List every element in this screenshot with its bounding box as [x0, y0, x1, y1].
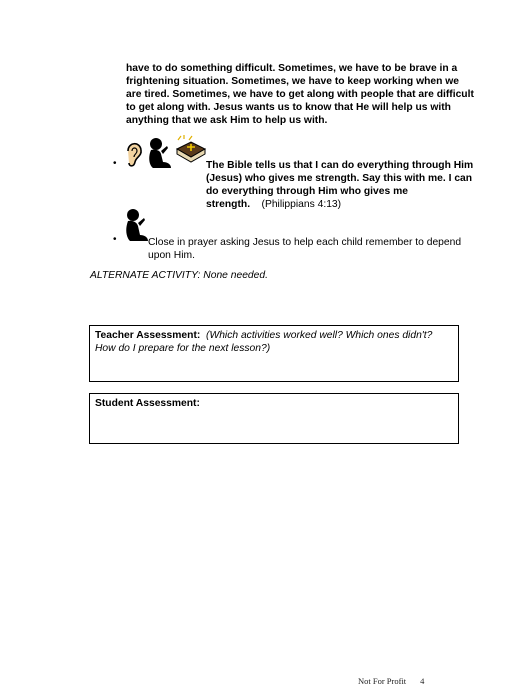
footer-text: Not For Profit	[358, 676, 407, 686]
bullet-marker: •	[113, 234, 117, 245]
student-assessment-label: Student Assessment:	[95, 398, 200, 409]
bible-verse-text: The Bible tells us that I can do everything through Him (Jesus) who gives me strength. Say this with me. I can do everything through Him who gives me strength.	[206, 160, 474, 210]
bible-verse-item	[126, 159, 481, 211]
closing-prayer-text: Close in prayer asking Jesus to help each child remember to depend upon Him.	[148, 237, 462, 261]
alternate-activity: ALTERNATE ACTIVITY: None needed.	[90, 270, 268, 281]
student-assessment-box	[89, 393, 459, 444]
scripture-reference: (Philippians 4:13)	[261, 199, 342, 210]
page-number: 4	[420, 676, 425, 686]
teacher-assessment-label: Teacher Assessment:	[95, 330, 201, 341]
teacher-assessment-note: (Which activities worked well? Which ones didn't? How do I prepare for the next lesson?)	[95, 330, 433, 354]
bullet-marker: •	[113, 158, 117, 169]
page-footer	[358, 676, 424, 686]
closing-prayer-item	[126, 236, 476, 262]
teacher-assessment-box	[89, 325, 459, 382]
continuation-paragraph: have to do something difficult. Sometimes, we have to be brave in a frightening situation. Sometimes, we have to keep working when we are tired. Sometimes, we have to get along with people that are difficult to get along with. Jesus wants us to know that He will help us with anything that we ask Him to help us with.	[126, 63, 474, 126]
